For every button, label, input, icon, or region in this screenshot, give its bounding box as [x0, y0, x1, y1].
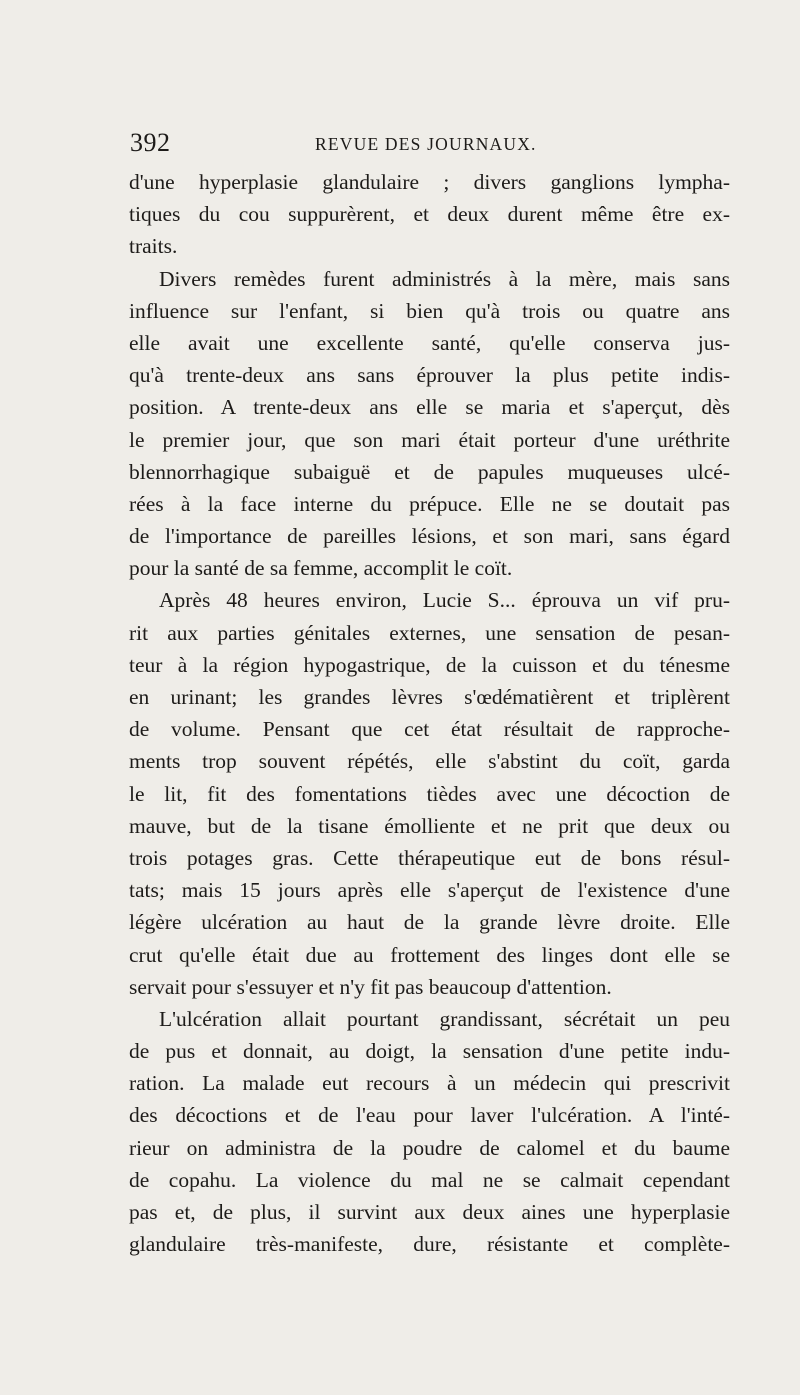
text-line: le premier jour, que son mari était porteur d'une uréthrite [129, 427, 730, 452]
text-line: ration. La malade eut recours à un médecin qui prescrivit [129, 1071, 730, 1096]
text-line: mauve, but de la tisane émolliente et ne prit que deux ou [129, 813, 730, 838]
text-line: elle avait une excellente santé, qu'elle conserva jus- [129, 330, 730, 355]
text-line: position. A trente-deux ans elle se maria et s'aperçut, dès [129, 395, 730, 420]
running-title: REVUE DES JOURNAUX. [315, 134, 537, 154]
text-line: traits. [129, 234, 178, 259]
text-line: tiques du cou suppurèrent, et deux durent même être ex- [129, 202, 730, 227]
text-line: glandulaire très-manifeste, dure, résistante et complète- [129, 1232, 730, 1257]
text-line: Divers remèdes furent administrés à la mère, mais sans [159, 266, 730, 291]
text-line: de l'importance de pareilles lésions, et son mari, sans égard [129, 524, 730, 549]
text-line: ments trop souvent répétés, elle s'abstint du coït, garda [129, 749, 730, 774]
text-line: tats; mais 15 jours après elle s'aperçut de l'existence d'une [129, 878, 730, 903]
body-text [129, 166, 730, 1260]
text-line: pour la santé de sa femme, accomplit le coït. [129, 556, 513, 581]
text-line: en urinant; les grandes lèvres s'œdématièrent et triplèrent [129, 685, 730, 709]
text-line: rées à la face interne du prépuce. Elle ne se doutait pas [129, 491, 730, 516]
text-line: trois potages gras. Cette thérapeutique eut de bons résul- [129, 845, 730, 870]
text-line: qu'à trente-deux ans sans éprouver la plus petite indis- [129, 363, 730, 388]
text-line: rit aux parties génitales externes, une sensation de pesan- [129, 620, 730, 645]
text-line: des décoctions et de l'eau pour laver l'ulcération. A l'inté- [129, 1103, 730, 1128]
text-line: servait pour s'essuyer et n'y fit pas beaucoup d'attention. [129, 974, 612, 999]
text-line: rieur on administra de la poudre de calomel et du baume [129, 1135, 730, 1160]
text-line: Après 48 heures environ, Lucie S... éprouva un vif pru- [159, 588, 730, 613]
text-line: blennorrhagique subaiguë et de papules muqueuses ulcé- [129, 459, 730, 484]
text-line: teur à la région hypogastrique, de la cuisson et du ténesme [129, 652, 730, 677]
text-line: légère ulcération au haut de la grande lèvre droite. Elle [129, 910, 730, 935]
page-header [130, 128, 730, 168]
text-line: pas et, de plus, il survint aux deux aines une hyperplasie [129, 1200, 730, 1224]
text-line: le lit, fit des fomentations tièdes avec une décoction de [129, 781, 730, 806]
text-line: de pus et donnait, au doigt, la sensation d'une petite indu- [129, 1039, 730, 1064]
text-line: de copahu. La violence du mal ne se calmait cependant [129, 1167, 730, 1192]
text-line: L'ulcération allait pourtant grandissant, sécrétait un peu [159, 1006, 730, 1031]
text-line: influence sur l'enfant, si bien qu'à trois ou quatre ans [129, 298, 730, 323]
text-line: de volume. Pensant que cet état résultait de rapproche- [129, 717, 730, 742]
text-line: d'une hyperplasie glandulaire ; divers ganglions lympha- [129, 170, 730, 194]
text-line: crut qu'elle était due au frottement des linges dont elle se [129, 942, 730, 967]
page-number: 392 [130, 128, 171, 157]
